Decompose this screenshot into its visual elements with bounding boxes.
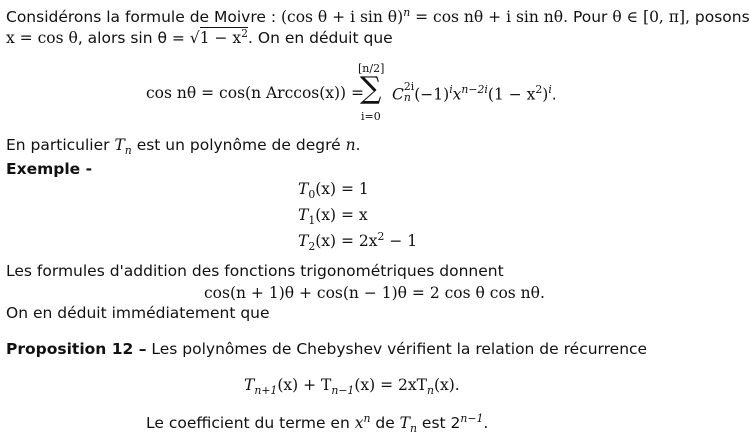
binomial-c-sub: n bbox=[403, 90, 411, 104]
minus-one-exponent: i bbox=[449, 83, 453, 97]
deduction-text: . On en déduit que bbox=[248, 29, 393, 47]
rec-tn1-sub: n+1 bbox=[254, 384, 278, 398]
term-x-exponent: n−2i bbox=[461, 83, 488, 97]
tn-subscript: n bbox=[124, 144, 132, 158]
proposition-text: Les polynômes de Chebyshev vérifient la relation de récurrence bbox=[146, 340, 648, 358]
equation-sum-term bbox=[392, 80, 557, 106]
term-x: x bbox=[452, 85, 462, 104]
term-tail-outer-exponent: i bbox=[548, 83, 552, 97]
degree-text-a: En particulier bbox=[6, 136, 115, 154]
t0-rhs: (x) = 1 bbox=[315, 180, 369, 198]
sum-lower-limit: i=0 bbox=[361, 110, 381, 123]
coef-x-exponent: n bbox=[363, 411, 371, 425]
example-t0 bbox=[298, 180, 369, 202]
degree-text-b: est un polynôme de degré bbox=[131, 136, 346, 154]
degree-period: . bbox=[355, 136, 361, 154]
sqrt-arg-exponent: 2 bbox=[241, 26, 249, 40]
rec-tn1-symbol: T bbox=[244, 376, 255, 394]
term-tail: (1 − x bbox=[487, 85, 536, 104]
t0-symbol: T bbox=[298, 180, 309, 198]
moivre-text-pour: . Pour bbox=[563, 8, 613, 26]
equation-cos-addition: cos(n + 1)θ + cos(n − 1)θ = 2 cos θ cos nθ. bbox=[204, 284, 545, 302]
equation-cos-n-theta-lhs bbox=[146, 84, 364, 103]
t2-subscript: 2 bbox=[308, 240, 316, 254]
rec-end: (x). bbox=[433, 376, 460, 394]
sin-theta-text: , alors sin θ = bbox=[77, 29, 190, 47]
t2-symbol: T bbox=[298, 232, 309, 250]
coef-text-c: est 2 bbox=[417, 414, 461, 432]
example-t2 bbox=[298, 229, 418, 254]
sqrt-arg-text: 1 − x bbox=[199, 29, 242, 47]
moivre-formula-rhs: = cos nθ + i sin nθ bbox=[410, 8, 564, 26]
t1-symbol: T bbox=[298, 206, 309, 224]
t1-rhs: (x) = x bbox=[315, 206, 368, 224]
example-t1 bbox=[298, 206, 368, 228]
example-label: Exemple - bbox=[6, 160, 92, 178]
moivre-exponent: n bbox=[403, 5, 411, 19]
paragraph-deduction: On en déduit immédiatement que bbox=[6, 304, 270, 322]
sqrt-symbol: √ bbox=[189, 29, 200, 47]
paragraph-moivre-line1 bbox=[6, 5, 750, 27]
sqrt-argument bbox=[200, 27, 248, 47]
coef-text-a: Le coefficient du terme en bbox=[146, 414, 355, 432]
tn-symbol: T bbox=[114, 136, 125, 154]
degree-n: n bbox=[345, 136, 356, 154]
eq1-lhs: cos nθ = cos(n Arccos(x)) = bbox=[146, 84, 365, 102]
theta-range: θ ∈ [0, π] bbox=[612, 8, 686, 26]
coef-period: . bbox=[483, 414, 489, 432]
rec-tnm1-sub: n−1 bbox=[331, 384, 355, 398]
leading-coefficient-statement bbox=[146, 411, 489, 436]
binomial-c: C bbox=[392, 85, 404, 104]
t1-subscript: 1 bbox=[308, 214, 316, 228]
t2-rhs: (x) = 2x bbox=[315, 232, 378, 250]
term-tail-close: ) bbox=[542, 85, 549, 104]
coef-x: x bbox=[354, 414, 364, 432]
equation-recurrence bbox=[244, 376, 460, 398]
coef-tn-symbol: T bbox=[399, 414, 411, 432]
proposition-12 bbox=[6, 340, 647, 359]
x-definition: x = cos θ bbox=[6, 29, 78, 47]
term-tail-exponent: 2 bbox=[535, 83, 543, 97]
rec-rhs: (x) = 2xT bbox=[354, 376, 427, 394]
paragraph-moivre-line2 bbox=[6, 26, 393, 48]
paragraph-addition: Les formules d'addition des fonctions trigonométriques donnent bbox=[6, 262, 504, 280]
t2-tail: − 1 bbox=[384, 232, 418, 250]
sum-sigma-symbol: ∑ bbox=[360, 71, 382, 106]
coef-power: n−1 bbox=[460, 411, 484, 425]
rec-tn-sub: n bbox=[426, 384, 434, 398]
paragraph-degree bbox=[6, 136, 361, 158]
minus-one-power: (−1) bbox=[414, 85, 450, 104]
coef-tn-sub: n bbox=[410, 422, 417, 436]
t2-exponent: 2 bbox=[377, 229, 385, 243]
moivre-text-posons: , posons bbox=[685, 8, 750, 26]
t0-subscript: 0 bbox=[308, 188, 316, 202]
eq1-period: . bbox=[551, 85, 557, 104]
rec-middle: (x) + T bbox=[277, 376, 332, 394]
coef-text-b: de bbox=[370, 414, 400, 432]
binomial-c-sup: 2i bbox=[403, 80, 415, 93]
proposition-label: Proposition 12 – bbox=[6, 340, 147, 358]
moivre-formula-lhs: (cos θ + i sin θ) bbox=[280, 8, 404, 26]
sum-upper-limit: [n/2] bbox=[358, 62, 385, 75]
moivre-intro-text: Considérons la formule de Moivre : bbox=[6, 8, 281, 26]
